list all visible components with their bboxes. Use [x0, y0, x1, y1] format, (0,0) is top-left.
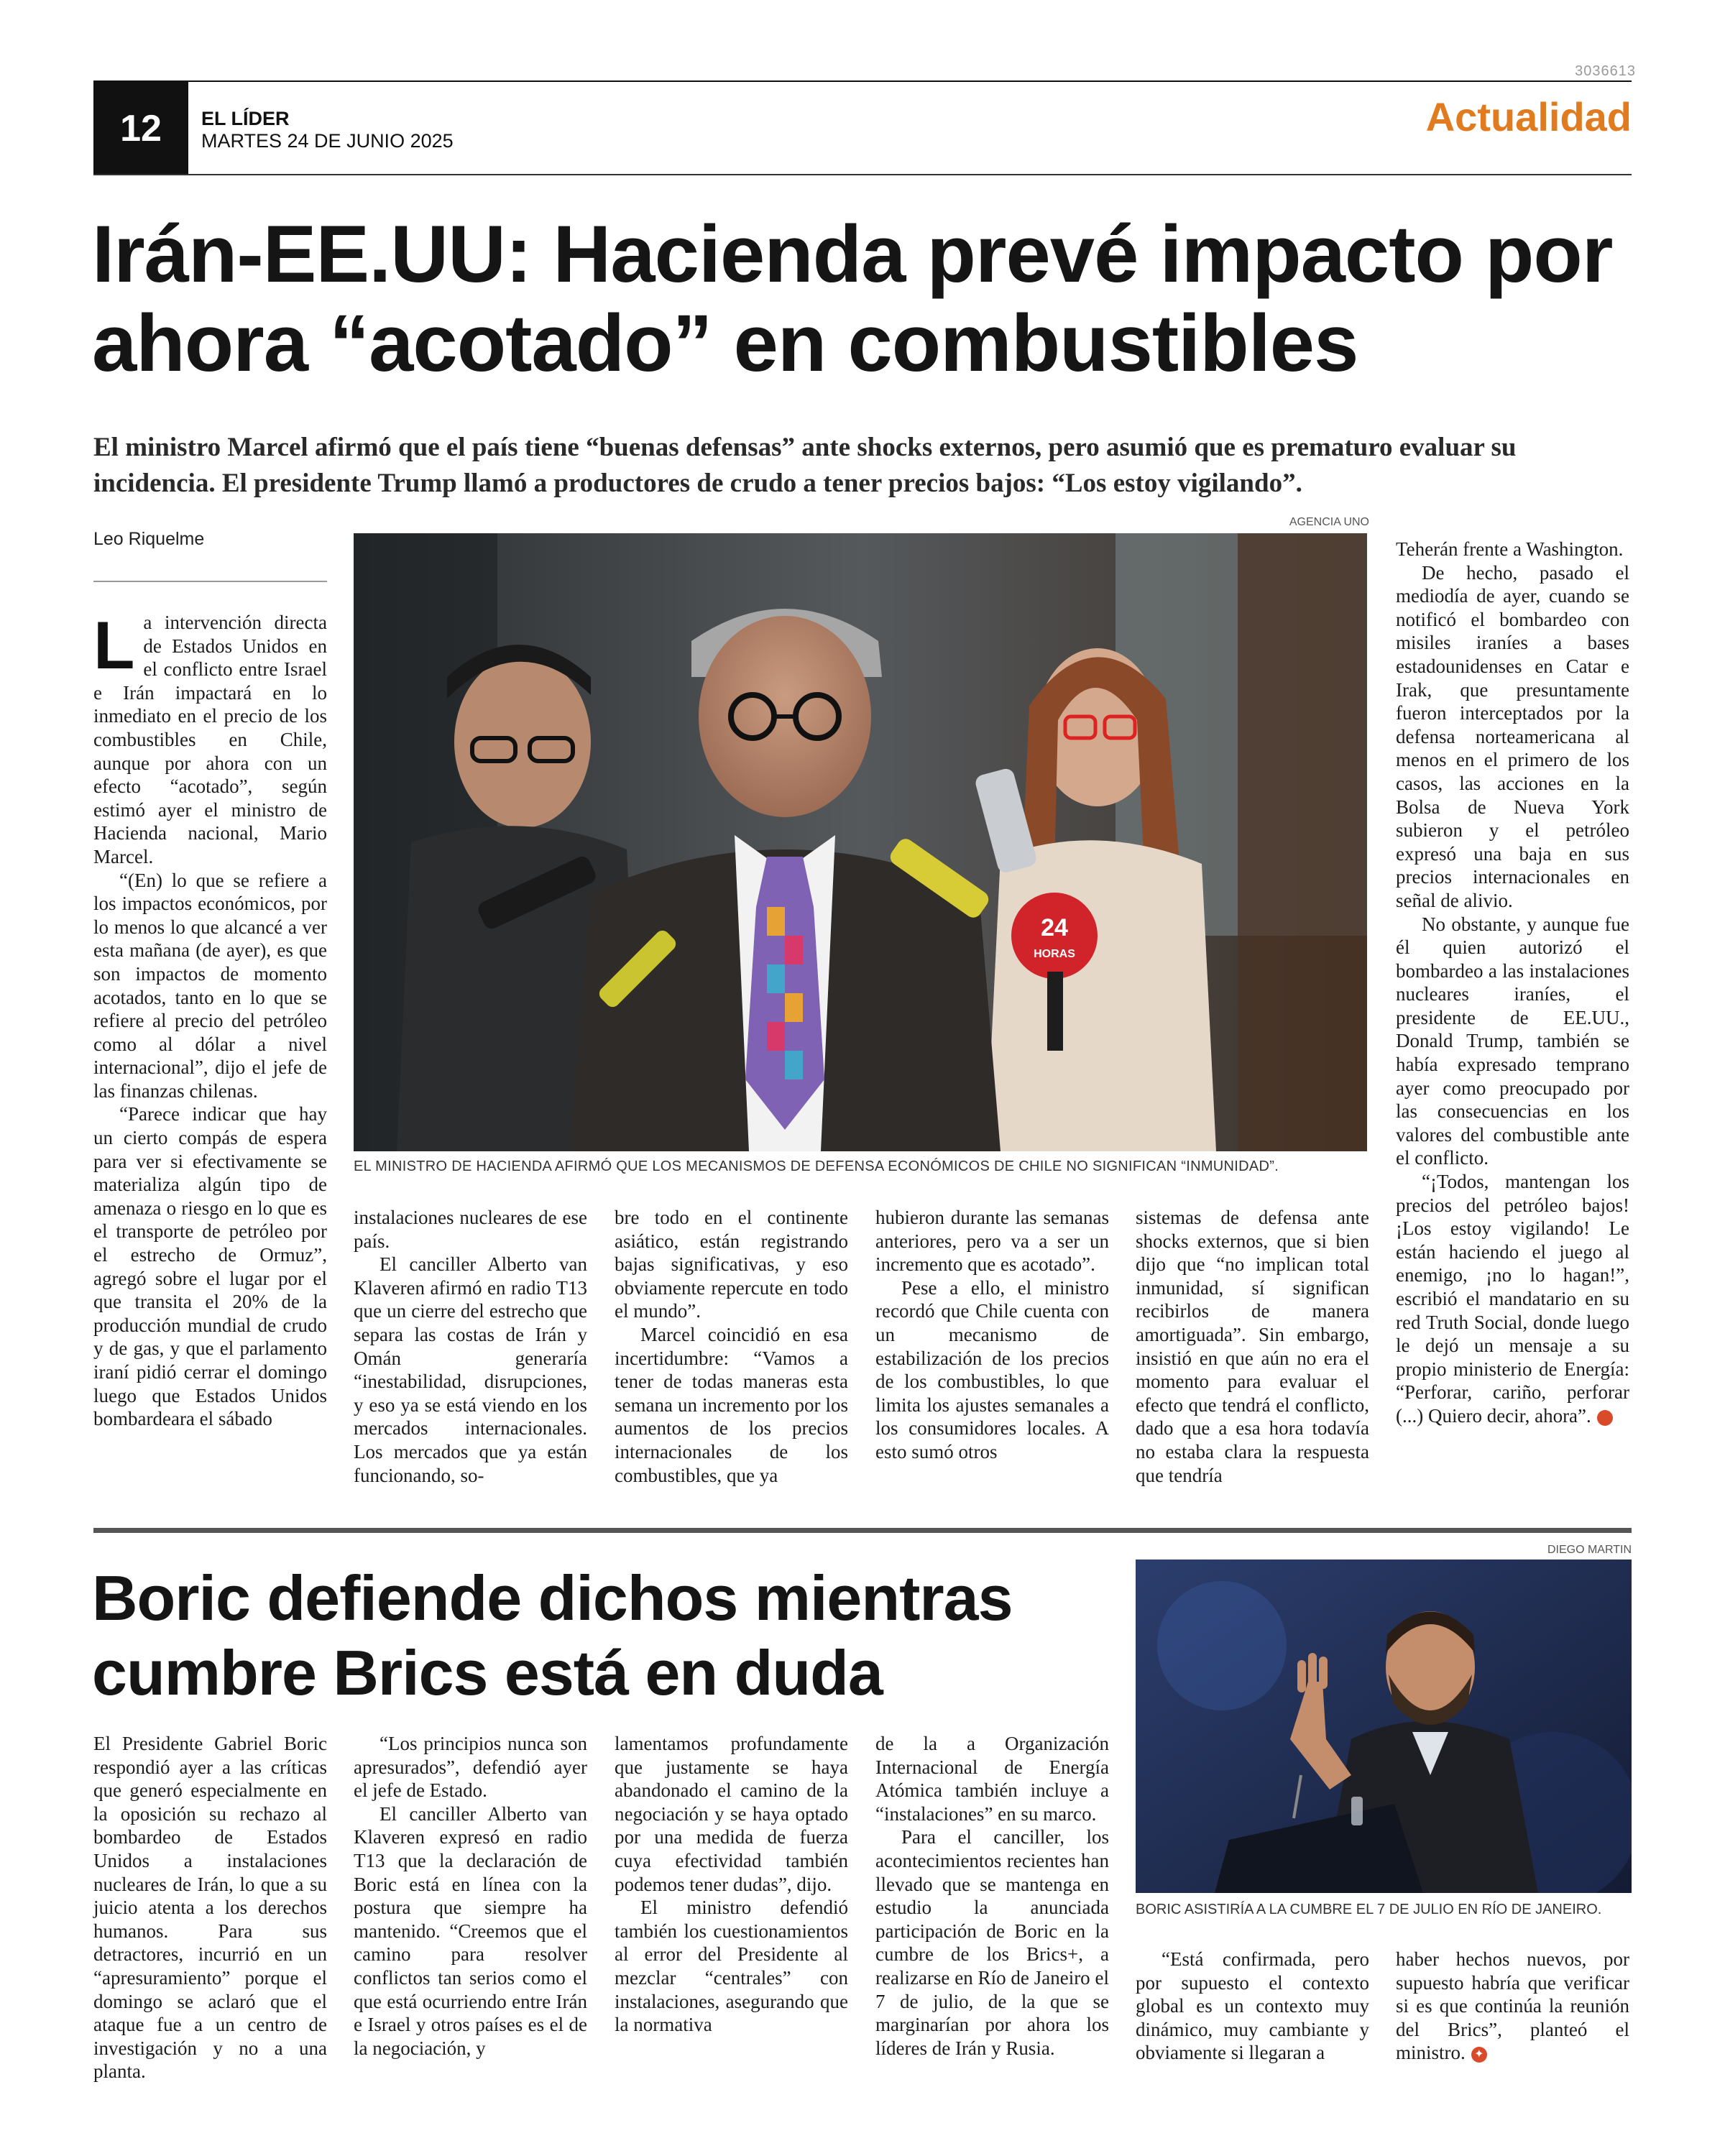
masthead: [201, 108, 454, 152]
article-1-column-3: [615, 1206, 848, 1487]
article-2-paragraph: “Está confirmada, pero por supuesto el contexto global es un contexto muy dinámico, muy cambiante y obviamente si llegaran a: [1136, 1948, 1369, 2064]
article-2-photo: [1136, 1560, 1632, 1893]
article-2-paragraph: lamentamos profundamente que justamente se haya abandonado el camino de la negociación y se haya optado por una medida de fuerza cuya efectividad también podemos tener dudas”, dijo.: [615, 1733, 848, 1895]
article-2-paragraph: de la a Organización Internacional de Energía Atómica también incluye a “instalaciones” en su marco.: [875, 1733, 1109, 1825]
article-2-paragraph: El canciller Alberto van Klaveren expresó en radio T13 que la declaración de Boric está en línea con la postura que siempre ha mantenido. “Creemos que el camino para resolver conflictos tan serios como el que está ocurriendo entre Irán e Israel y otros países es el de la negociación, y: [354, 1802, 587, 2059]
header-rule: [93, 174, 1632, 175]
article-1-paragraph: El canciller Alberto van Klaveren afirmó en radio T13 que un cierre del estrecho que separa las costas de Irán y Omán generaría “inestabilidad, disrupciones, y eso ya se está viendo en los mercados internacionales. Los mercados que ya están funcionando, so-: [354, 1253, 587, 1486]
page-code: 3036613: [1575, 63, 1636, 79]
article-2-column-1: [93, 1732, 327, 2083]
article-1-paragraph: La intervención directa de Estados Unidos en el conflicto entre Israel e Irán impactará en lo inmediato en el precio de los combustibles en Chile, aunque por ahora con un efecto “acotado”, según estimó ayer el ministro de Hacienda nacional, Mario Marcel.: [93, 607, 327, 867]
paper-name: EL LÍDER: [201, 108, 290, 129]
article-1-paragraph: Teherán frente a Washington.: [1396, 538, 1624, 560]
article-1-paragraph: No obstante, y aunque fue él quien autorizó el bombardeo a las instalaciones nucleares iraníes, el presidente de EE.UU., Donald Trump, también se había expresado temprano ayer como preocupado por las consecuencias en los valores del combustible ante el conflicto.: [1396, 913, 1629, 1169]
svg-text:HORAS: HORAS: [1034, 948, 1075, 960]
end-of-article-icon: ✦: [1597, 1410, 1613, 1426]
article-divider: [93, 1528, 1632, 1533]
byline-rule: [93, 581, 327, 582]
top-rule: [93, 80, 1632, 82]
article-1-headline: Irán-EE.UU: Hacienda prevé impacto por ahora “acotado” en combustibles: [92, 209, 1613, 388]
article-1-paragraph: instalaciones nucleares de ese país.: [354, 1207, 587, 1252]
article-1-column-4: [875, 1206, 1109, 1464]
article-2-paragraph: El ministro defendió también los cuestionamientos al error del Presidente al mezclar “centrales” con instalaciones, asegurando que la normativa: [615, 1897, 848, 2036]
minister-press-photo: [354, 533, 1367, 1151]
article-2-column-5: [1136, 1948, 1369, 2065]
article-2-photo-caption: BORIC ASISTIRÍA A LA CUMBRE EL 7 DE JULIO EN RÍO DE JANEIRO.: [1136, 1902, 1602, 1917]
article-1-paragraph: “¡Todos, mantengan los precios del petróleo bajos! ¡Los estoy vigilando! Le están haciendo el juego al enemigo, ¡no lo hagan!”, escribió el mandatario en su red Truth Social, donde luego le dejó un mensaje a su propio ministerio de Energía: “Perforar, cariño, perforar (...) Quiero decir, ahora”. ✦: [1396, 1171, 1633, 1427]
article-2-column-6: [1396, 1948, 1629, 2065]
article-1-paragraph: De hecho, pasado el mediodía de ayer, cuando se notificó el bombardeo con misiles iraníes a bases estadounidenses en Catar e Irak, que presuntamente fueron interceptados por la defensa norteamericana al menos en el primero de los casos, las acciones en la Bolsa de Nueva York subieron y el petróleo expresó una baja en sus precios internacionales en señal de alivio.: [1396, 561, 1629, 911]
article-1-paragraph: sistemas de defensa ante shocks externos, que si bien dijo que “no implican total inmunidad, sí significan recibirlos de manera amortiguada”. Sin embargo, insistió en que aún no era el momento para evaluar el efecto que tendrá el conflicto, dado que a esa hora todavía no estaba clara la respuesta que tendría: [1136, 1207, 1369, 1486]
svg-text:24: 24: [1041, 914, 1068, 941]
article-1-paragraph: “Parece indicar que hay un cierto compás de espera para ver si efectivamente se materializa algún tipo de amenaza o riesgo en lo que es el transporte de petróleo por el estrecho de Ormuz”, agregó sobre el lugar por el que transita el 20% de la producción mundial de crudo y de gas, y que el parlamento iraní pidió cerrar el domingo luego que Estados Unidos bombardeara el sábado: [93, 1103, 327, 1430]
article-2-paragraph: haber hechos nuevos, por supuesto habría que verificar si es que continúa la reunión del Brics”, planteó el ministro. ✦: [1396, 1948, 1629, 2064]
article-2-paragraph: “Los principios nunca son apresurados”, defendió ayer el jefe de Estado.: [354, 1733, 587, 1802]
article-1-column-5: [1136, 1206, 1369, 1487]
photo-credit: DIEGO MARTIN: [1547, 1544, 1632, 1556]
article-2-column-4: [875, 1732, 1109, 2060]
article-2-headline: Boric defiende dichos mientras cumbre Brics está en duda: [92, 1562, 1013, 1708]
article-1-deck: El ministro Marcel afirmó que el país tiene “buenas defensas” ante shocks externos, pero asumió que es prematuro evaluar su incidencia. El presidente Trump llamó a productores de crudo a tener precios bajos: “Los estoy vigilando”.: [93, 433, 1517, 498]
article-1-paragraph: bre todo en el continente asiático, están registrando bajas significativas, y eso obviamente repercute en todo el mundo”.: [615, 1207, 848, 1322]
end-of-article-icon: ✦: [1471, 2047, 1487, 2063]
article-2-column-3: [615, 1732, 848, 2037]
byline: Leo Riquelme: [93, 529, 205, 549]
article-2-paragraph: El Presidente Gabriel Boric respondió ayer a las críticas que generó especialmente en la oposición su rechazo al bombardeo de Estados Unidos a instalaciones nucleares de Irán, lo que a su juicio atenta a los derechos humanos. Para sus detractores, incurrió en un “apresuramiento” porque el domingo se aclaró que el ataque fue a un centro de investigación y no a una planta.: [93, 1733, 327, 2083]
article-1-photo-caption: EL MINISTRO DE HACIENDA AFIRMÓ QUE LOS MECANISMOS DE DEFENSA ECONÓMICOS DE CHILE NO SIGNIFICAN “INMUNIDAD”.: [354, 1158, 1279, 1174]
photo-credit: AGENCIA UNO: [1289, 516, 1369, 528]
article-1-paragraph: Pese a ello, el ministro recordó que Chile cuenta con un mecanismo de estabilización de los precios de los combustibles, lo que limita los ajustes semanales a los consumidores locales. A esto sumó otros: [875, 1276, 1109, 1462]
article-2-paragraph: Para el canciller, los acontecimientos recientes han llevado que se mantenga en estudio la anunciada participación de Boric en la cumbre de los Brics+, a realizarse en Río de Janeiro el 7 de julio, de la que se marginarían por ahora los líderes de Irán y Rusia.: [875, 1826, 1109, 2059]
article-1-photo: [354, 533, 1367, 1151]
page-number: 12: [93, 82, 188, 175]
section-label: Actualidad: [1425, 94, 1632, 139]
article-1-column-1: [93, 607, 327, 1495]
drop-cap: L: [93, 607, 135, 683]
article-1-paragraph: Marcel coincidió en esa incertidumbre: “Vamos a tener de todas maneras esta semana un incremento por los aumentos de los precios internacionales de los combustibles, que ya: [615, 1323, 848, 1486]
issue-date: MARTES 24 DE JUNIO 2025: [201, 130, 454, 152]
article-1-column-2: [354, 1206, 587, 1487]
article-1-column-6: [1396, 538, 1633, 1428]
president-podium-photo: [1136, 1560, 1632, 1893]
article-1-paragraph: “(En) lo que se refiere a los impactos económicos, por lo menos lo que alcancé a ver esta mañana (de ayer), es que son impactos de momento acotados, tanto en lo que se refiere al precio del petróleo como al dólar a nivel internacional”, dijo el jefe de las finanzas chilenas.: [93, 869, 327, 1102]
article-1-paragraph: hubieron durante las semanas anteriores, pero va a ser un incremento que es acotado”.: [875, 1207, 1109, 1276]
article-2-column-2: [354, 1732, 587, 2060]
